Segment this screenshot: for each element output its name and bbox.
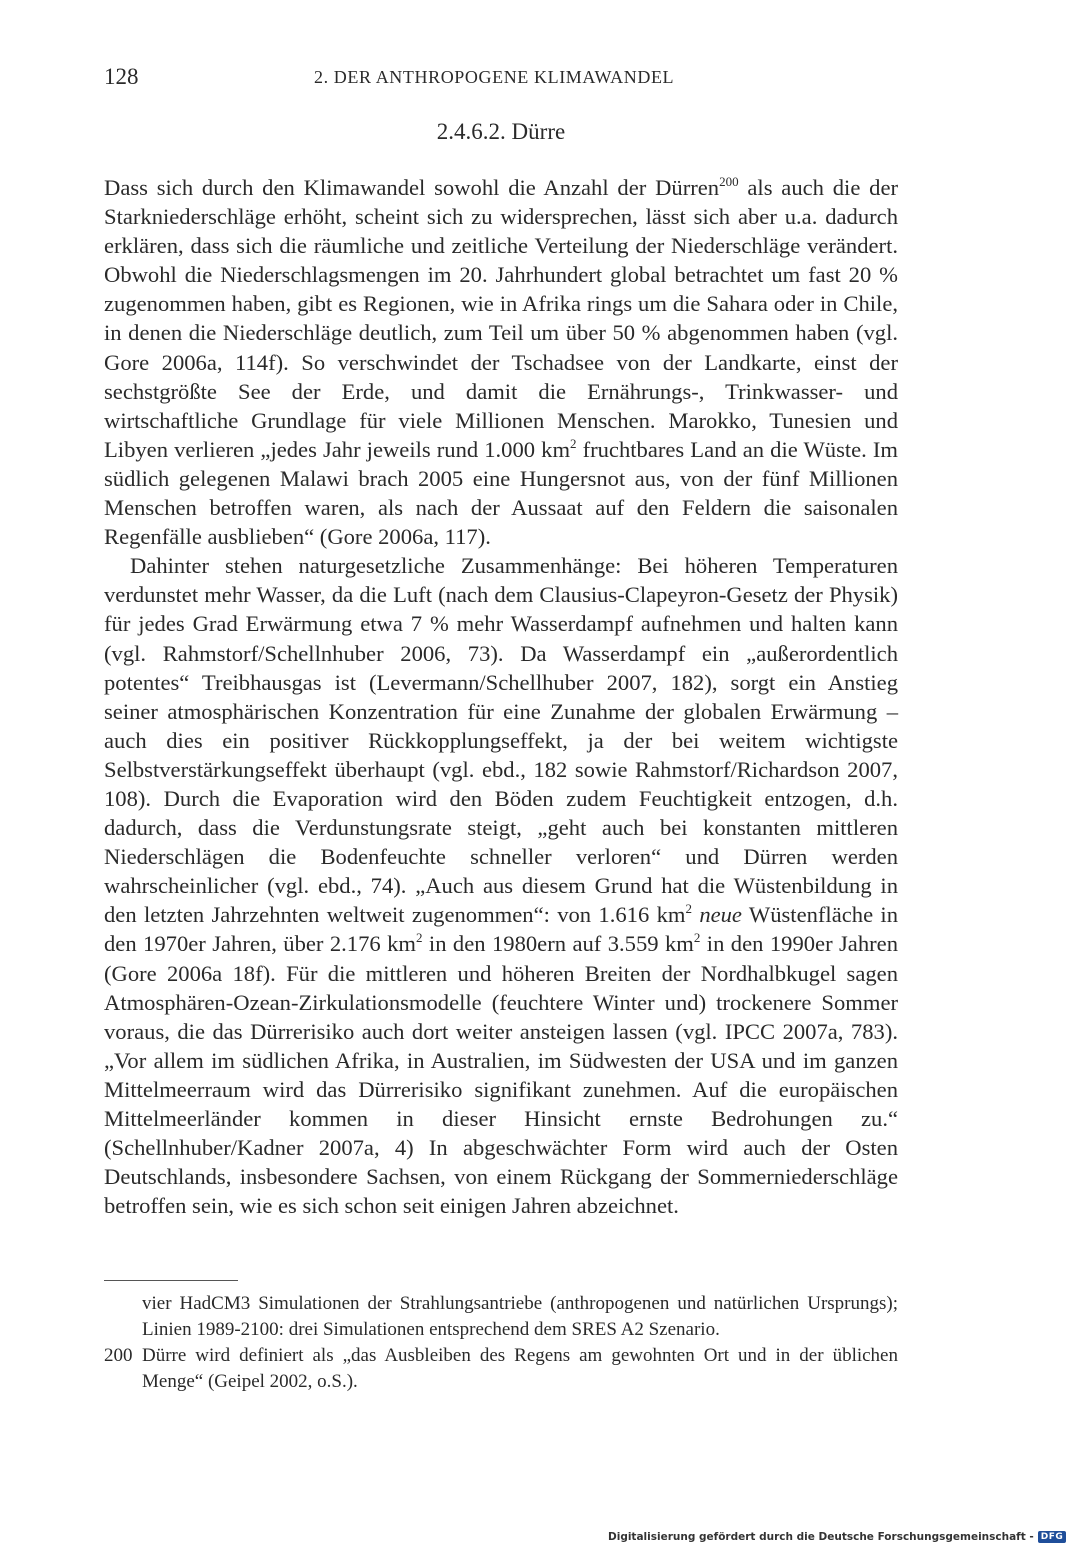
section-heading: 2.4.6.2. Dürre [436,119,566,144]
running-title: 2. DER ANTHROPOGENE KLIMAWANDEL [314,67,675,87]
superscript: 2 [693,930,701,946]
text-run: in den 1980ern auf 3.559 km [422,931,694,957]
text-run: Wüstenfläche in den 1970er Jahren, über 2.176 km [104,902,898,957]
digitization-credit [608,1531,1064,1547]
footnote-text: Dürre wird definiert als „das Ausbleiben des Regens am gewohnten Ort und in der üblichen Menge“ (Geipel 2002, o.S.). [142,1345,898,1392]
superscript: 2 [685,901,692,917]
text-run: fruchtbares Land an die Wüste. Im südlich gelegenen Malawi brach 2005 eine Hungersnot aus, von der fünf Millionen Menschen betroffen waren, als nach der Aussaat auf den Feldern die saisonalen Regenfälle ausblieben“ (Gore 2006a, 117). [104,436,898,550]
footnote-reference[interactable]: 200 [719,174,739,189]
credit-text: Digitalisierung gefördert durch die Deutsche Forschungsgemeinschaft - [608,1531,1034,1543]
footnote-number: 200 [104,1345,133,1366]
text-run: Dahinter stehen naturgesetzliche Zusammenhänge: Bei höheren Temperaturen verdunstet mehr Wasser, da die Luft (nach dem Clausius-Clapeyron-Gesetz der Physik) für jedes Grad Erwärmung etwa 7 % mehr Wasserdampf aufnehmen und halten kann (vgl. Rahmstorf/Schellnhuber 2006, 73). Da Wasserdampf ein „außerordentlich potentes“ Treibhausgas ist (Levermann/Schellhuber 2007, 182), sorgt ein Anstieg seiner atmosphärischen Konzentration für eine Zunahme der globalen Erwärmung – auch dies ein positiver Rückkopplungseffekt, ja der bei weitem wichtigste Selbstverstärkungseffekt überhaupt (vgl. ebd., 182 sowie Rahmstorf/Richardson 2007, 108). Durch die Evaporation wird den Böden zudem Feuchtigkeit entzogen, d.h. dadurch, dass die Verdunstungsrate steigt, „geht auch bei konstanten mittleren Niederschlägen die Bodenfeuchte schneller verloren“ und Dürren werden wahrscheinlicher (vgl. ebd., 74). „Auch aus diesem Grund hat die Wüstenbildung in den letzten Jahrzehnten weltweit zugenommen“: von 1.616 km [104,553,898,928]
footnote-continued [104,1291,898,1343]
superscript: 2 [570,435,577,451]
text-run: Dass sich durch den Klimawandel sowohl die Anzahl der Dürren [104,175,720,200]
text-run: in den 1990er Jahren (Gore 2006a 18f). Für die mittleren und höheren Breiten der Nordhalbkugel sagen Atmosphären-Ozean-Zirkulationsmodelle (feuchtere Winter und) trockenere Sommer voraus, die das Dürrerisiko auch dort weiter ansteigen lassen (vgl. IPCC 2007a, 783). „Vor allem im südlichen Afrika, in Australien, im Südwesten der USA und im ganzen Mittelmeerraum wird das Dürrerisiko signifikant zunehmen. Auf die europäischen Mittelmeerländer kommen in dieser Hinsicht ernste Bedrohungen zu.“ (Schellnhuber/Kadner 2007a, 4) In abgeschwächter Form wird auch der Osten Deutschlands, insbesondere Sachsen, von einem Rückgang der Sommerniederschläge betroffen sein, wie es sich schon seit einigen Jahren abzeichnet. [104,931,898,1219]
footnotes [104,1291,898,1395]
paragraph [104,551,898,1220]
page-number: 128 [104,64,139,89]
page-header [104,64,898,98]
body-text [104,173,898,1220]
paragraph [104,173,898,551]
italic-word: neue [699,902,742,928]
footnote-divider [104,1280,238,1281]
footnote-200 [104,1343,898,1395]
footnote-text: vier HadCM3 Simulationen der Strahlungsantriebe (anthropogenen und natürlichen Ursprungs); Linien 1989-2100: drei Simulationen entsprechend dem SRES A2 Szenario. [142,1293,898,1340]
dfg-logo: DFG [1038,1531,1066,1543]
superscript: 2 [415,930,423,946]
text-run: als auch die der Starkniederschläge erhöht, scheint sich zu widersprechen, lässt sich aber u.a. dadurch erklären, dass sich die räumliche und zeitliche Verteilung der Niederschläge verändert. Obwohl die Niederschlagsmengen im 20. Jahrhundert global betrachtet um fast 20 % zugenommen haben, gibt es Regionen, wie in Afrika rings um die Sahara oder in Chile, in denen die Niederschläge deutlich, zum Teil um über 50 % abgenommen haben (vgl. Gore 2006a, 114f). So verschwindet der Tschadsee von der Landkarte, einst der sechstgrößte See der Erde, und damit die Ernährungs-, Trinkwasser- und wirtschaftliche Grundlage für viele Millionen Menschen. Marokko, Tunesien und Libyen verlieren „jedes Jahr jeweils rund 1.000 km [104,175,899,462]
